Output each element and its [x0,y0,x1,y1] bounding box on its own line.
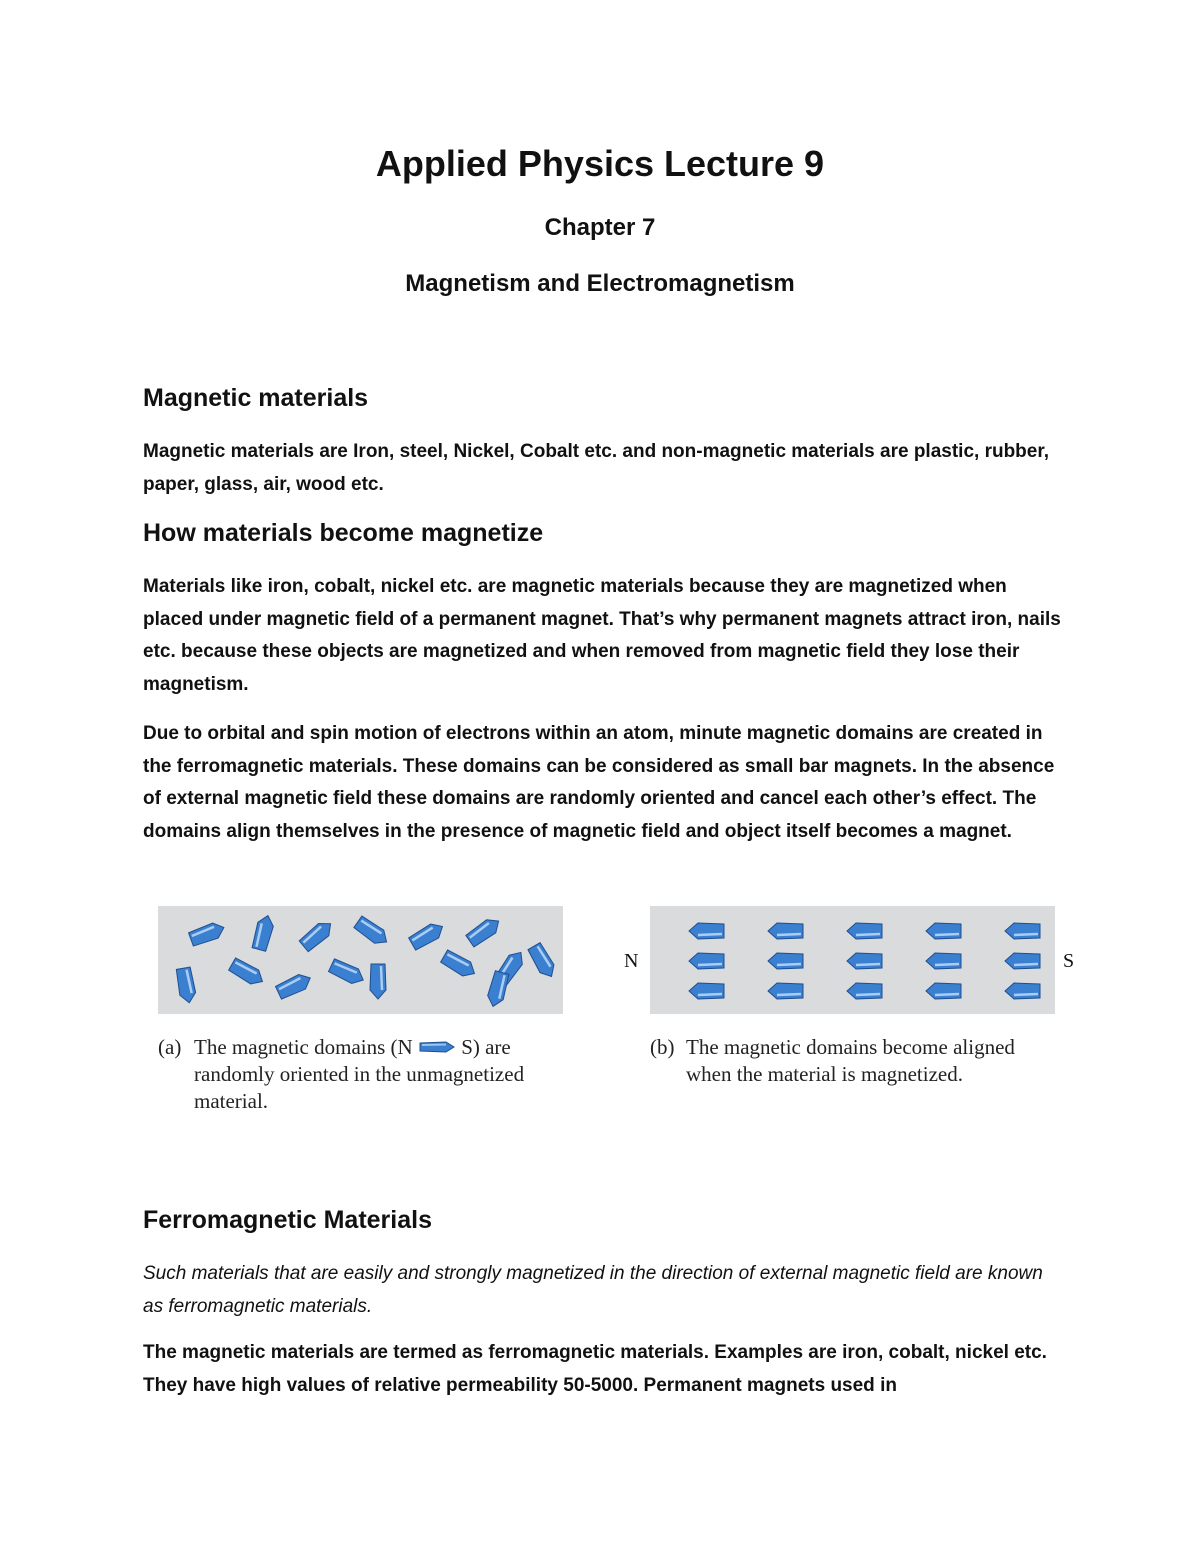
aligned-domain [1005,983,1040,999]
aligned-domain [847,953,882,969]
aligned-domain [689,953,724,969]
domain-icon [418,1037,456,1057]
aligned-domain [768,923,803,939]
random-domains-drawing [158,906,563,1014]
random-domain [299,918,336,953]
aligned-domain [926,923,961,939]
caption-b-rest: when the material is magnetized. [686,1062,963,1086]
page-title: Applied Physics Lecture 9 [375,143,825,184]
aligned-domain [926,953,961,969]
random-domain [251,914,276,952]
random-domain [188,920,226,947]
figure-caption-b [650,1034,1070,1088]
aligned-domain [926,983,961,999]
aligned-domain [689,923,724,939]
random-domain [228,957,266,988]
caption-a-label: (a) [158,1035,182,1059]
random-domain [440,949,478,980]
aligned-domains-drawing [650,906,1055,1014]
caption-b-line1: The magnetic domains become aligned [686,1035,1015,1059]
caption-a-rest: randomly oriented in the unmagnetized material. [194,1062,525,1113]
random-domain [527,942,558,980]
aligned-domain [847,923,882,939]
random-domain [370,964,386,999]
aligned-domains-panel [650,906,1055,1014]
paragraph-ferromagnetic: The magnetic materials are termed as ferromagnetic materials. Examples are iron, cobalt, nickel etc. They have high values of relative permeability 50-5000. Permanent magnets used in [143,1342,1047,1396]
chapter-subtitle: Magnetism and Electromagnetism [405,270,795,297]
random-domain [485,970,510,1008]
aligned-domain [689,983,724,999]
caption-a-line1-pre: The magnetic domains (N [194,1035,413,1059]
chapter-heading: Chapter 7 [544,214,656,241]
paragraph-magnetic-materials: Magnetic materials are Iron, steel, Nickel, Cobalt etc. and non-magnetic materials are plastic, rubber, paper, glass, air, wood etc. [143,441,1049,495]
definition-ferromagnetic: Such materials that are easily and strongly magnetized in the direction of external magnetic field are known as ferromagnetic materials. [143,1263,1043,1317]
caption-a-line1-post: S) are [461,1035,511,1059]
paragraph-magnetize-2: Due to orbital and spin motion of electrons within an atom, minute magnetic domains are created in the ferromagnetic materials. These domains can be considered as small bar magnets. In the absence of external magnetic field these domains are randomly oriented and cancel each other’s effect. The domains align themselves in the presence of magnetic field and object itself becomes a magnet. [143,723,1055,842]
random-domain [408,920,446,951]
section-heading-how-magnetize: How materials become magnetize [143,519,544,547]
caption-b-label: (b) [650,1035,675,1059]
section-heading-ferromagnetic: Ferromagnetic Materials [143,1206,432,1234]
aligned-domain [1005,923,1040,939]
south-pole-label: S [1063,950,1075,972]
figure-caption-a [158,1034,578,1115]
paragraph-magnetize-1: Materials like iron, cobalt, nickel etc. are magnetic materials because they are magnetized when placed under magnetic field of a permanent magnet. That’s why permanent magnets attract iron, nails etc. because these objects are magnetized and when removed from magnetic field they lose their magnetism. [143,576,1061,695]
aligned-domain [768,983,803,999]
aligned-domain [1005,953,1040,969]
section-heading-magnetic-materials: Magnetic materials [143,384,369,412]
random-domain [175,967,197,1004]
random-domain [328,958,366,987]
random-domain [275,971,313,1000]
random-domain [465,915,503,948]
aligned-domain [847,983,882,999]
random-domain [353,915,391,948]
random-domains-panel [158,906,563,1014]
north-pole-label: N [624,950,639,972]
aligned-domain [768,953,803,969]
